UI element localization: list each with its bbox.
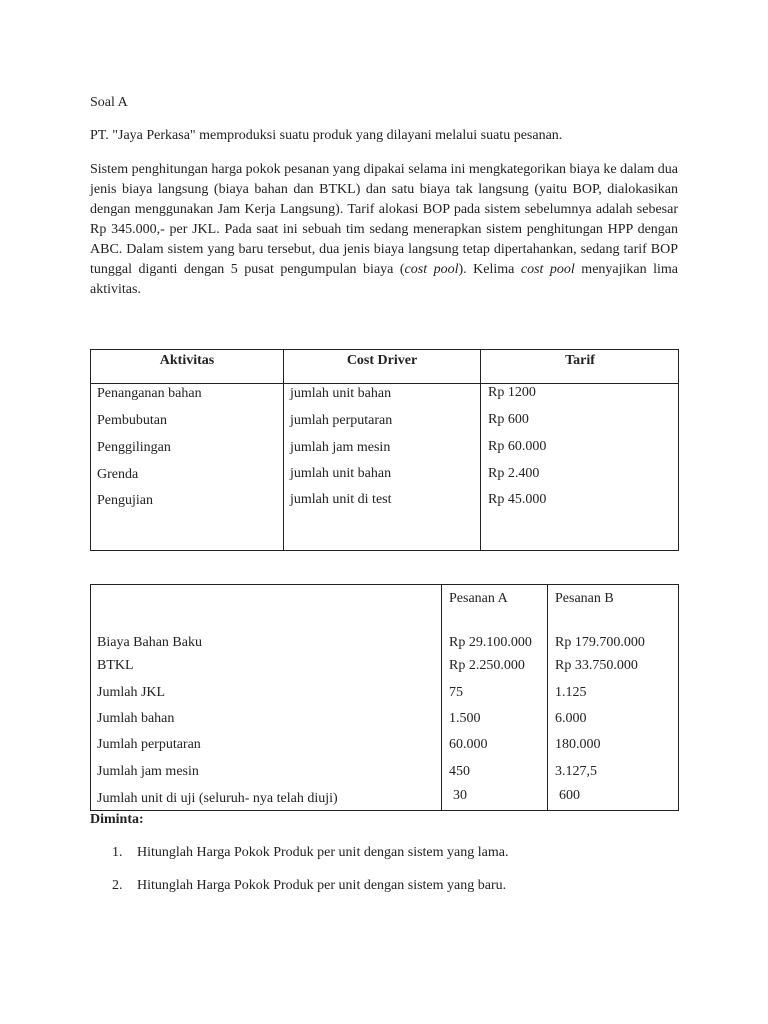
case-description-term2: cost pool [520, 262, 575, 277]
tarif-cell: Rp 600 [488, 412, 529, 427]
tarif-cell: Rp 1200 [488, 385, 536, 400]
order-value-a: 30 [453, 788, 467, 803]
list-item-text: Hitunglah Harga Pokok Produk per unit dengan sistem yang lama. [137, 845, 509, 860]
order-row-label: Biaya Bahan Baku [97, 635, 202, 650]
order-header-pesanan-b: Pesanan B [555, 591, 614, 606]
order-row-label: BTKL [97, 658, 134, 673]
order-value-a: 450 [449, 764, 470, 779]
tarif-cell: Rp 2.400 [488, 466, 540, 481]
order-row-label: Jumlah perputaran [97, 737, 201, 752]
activity-header-tarif: Tarif [565, 353, 595, 368]
list-item-number: 1. [112, 845, 123, 860]
column-divider [441, 585, 442, 810]
list-item-number: 2. [112, 878, 123, 893]
order-value-b: 600 [559, 788, 580, 803]
order-header-pesanan-a: Pesanan A [449, 591, 508, 606]
list-item-text: Hitunglah Harga Pokok Produk per unit dengan sistem yang baru. [137, 878, 507, 893]
order-value-b: 3.127,5 [555, 764, 597, 779]
order-value-b: Rp 33.750.000 [555, 658, 638, 673]
case-description-part2: ). Kelima [458, 262, 521, 277]
intro-text: PT. "Jaya Perkasa" memproduksi suatu produk yang dilayani melalui suatu pesanan. [90, 128, 563, 143]
case-description-part1: Sistem penghitungan harga pokok pesanan yang dipakai selama ini mengkategorikan biaya ke dalam dua jenis biaya langsung (biaya bahan dan BTKL) dan satu biaya tak langsung (yaitu BOP, dialokasikan dengan menggunakan Jam Kerja Langsung). Tarif alokasi BOP pada sistem sebelumnya adalah sebesar Rp 345.000,- per JKL. Pada saat ini sebuah tim sedang menerapkan sistem penghitungan HPP dengan ABC. Dalam sistem yang baru tersebut, dua jenis biaya langsung tetap dipertahankan, sedang tarif BOP tunggal diganti dengan 5 pusat pengumpulan biaya ( [90, 162, 678, 277]
cost-driver-cell: jumlah jam mesin [290, 440, 391, 455]
header-divider [91, 383, 678, 384]
column-divider [547, 585, 548, 810]
cost-driver-cell: jumlah unit bahan [290, 466, 392, 481]
case-description-part3: menyajikan lima aktivitas. [90, 262, 679, 297]
cost-driver-cell: jumlah perputaran [290, 413, 393, 428]
activity-header-cost-driver: Cost Driver [346, 353, 418, 368]
order-value-a: Rp 2.250.000 [449, 658, 525, 673]
order-row-label: Jumlah unit di uji (seluruh- nya telah diuji) [97, 791, 338, 806]
diminta-heading: Diminta: [90, 812, 144, 827]
question-title: Soal A [90, 95, 128, 110]
order-value-b: 6.000 [555, 711, 587, 726]
activity-header-aktivitas: Aktivitas [159, 353, 215, 368]
order-row-label: Jumlah JKL [97, 685, 166, 700]
order-row-label: Jumlah bahan [97, 711, 175, 726]
activity-cell: Pengujian [97, 493, 153, 508]
case-description-term1: cost pool [404, 262, 459, 277]
order-row-label: Jumlah jam mesin [97, 764, 199, 779]
tarif-cell: Rp 45.000 [488, 492, 547, 507]
order-table [90, 584, 679, 811]
order-value-a: Rp 29.100.000 [449, 635, 532, 650]
cost-driver-cell: jumlah unit bahan [290, 386, 392, 401]
tarif-cell: Rp 60.000 [488, 439, 547, 454]
activity-cell: Penggilingan [97, 440, 171, 455]
list-item [112, 843, 508, 863]
order-value-b: 180.000 [555, 737, 601, 752]
order-value-b: Rp 179.700.000 [555, 635, 645, 650]
order-value-a: 1.500 [449, 711, 481, 726]
activity-cell: Grenda [97, 467, 139, 482]
order-value-b: 1.125 [555, 685, 587, 700]
activity-cell: Pembubutan [97, 413, 167, 428]
activity-cell: Penanganan bahan [97, 386, 202, 401]
list-item [112, 876, 506, 896]
order-value-a: 75 [449, 685, 463, 700]
cost-driver-cell: jumlah unit di test [290, 492, 392, 507]
order-value-a: 60.000 [449, 737, 488, 752]
activity-table [90, 349, 679, 551]
case-description [90, 160, 678, 300]
